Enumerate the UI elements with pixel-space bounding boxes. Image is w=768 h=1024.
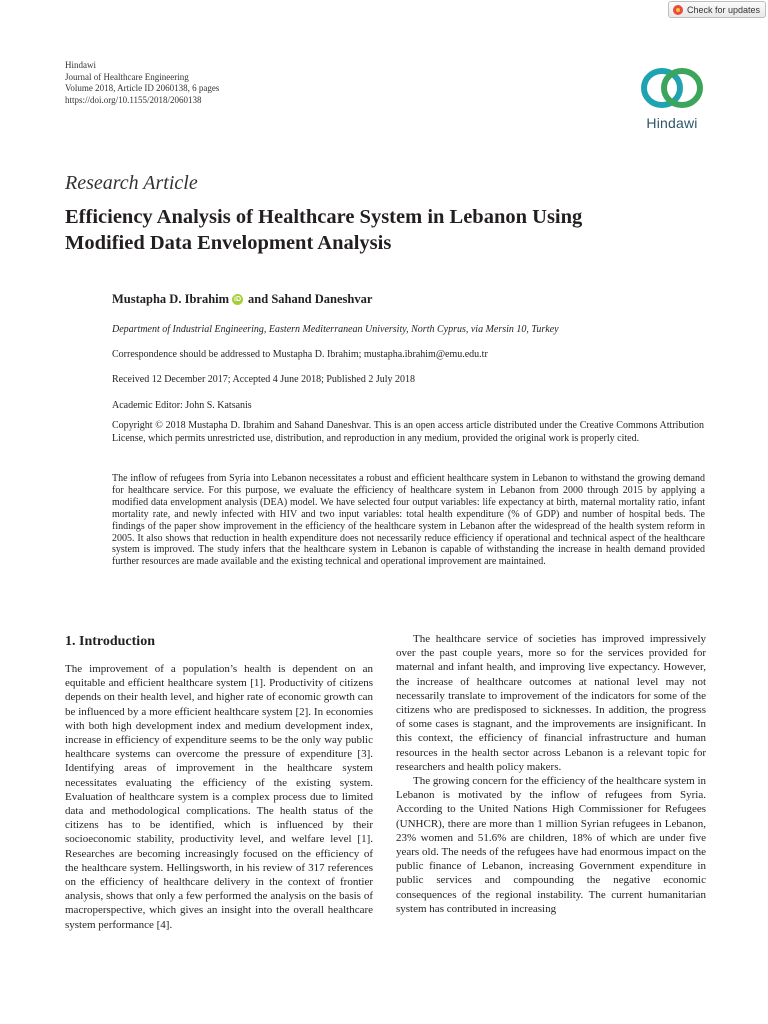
- check-for-updates-button[interactable]: [668, 1, 766, 18]
- title-line-2: Modified Data Envelopment Analysis: [65, 232, 392, 254]
- copyright-notice: Copyright © 2018 Mustapha D. Ibrahim and Sahand Daneshvar. This is an open access article distributed under the Creative Commons Attribution License, which permits unrestricted use, distribution, and reproduction in any medium, provided the original work is properly cited.: [112, 420, 704, 444]
- academic-editor: Academic Editor: John S. Katsanis: [112, 400, 252, 411]
- intro-paragraph: The healthcare service of societies has improved impressively over the past couple years, more so for the services provided for maternal and infant health, and improving live expectancy. However, the increase of healthcare outcomes at national level may not necessarily translate to improvement of the indicators for some of the citizens who are predisposed to sicknesses. In addition, the progress of some cases is stagnant, and the improvements are insignificant. In this context, the efficiency of financial infrastructure and human resources in the health sector across Lebanon is a relevant topic for researchers and health policy makers.: [396, 633, 706, 773]
- abstract: The inflow of refugees from Syria into Lebanon necessitates a robust and efficient healthcare system in Lebanon to withstand the growing demand for healthcare service. For this purpose, we evaluate the efficiency of healthcare system in Lebanon from 2000 through 2015 by applying a modified data envelopment analysis (DEA) model. We have selected four output variables: life expectancy at birth, maternal mortality ratio, infant mortality rate, and newly infected with HIV and two input variables: total health expenditure (% of GDP) and number of hospital beds. The findings of the paper show improvement in the efficiency of the healthcare system in Lebanon after the widespread of the health system reform in 2005. It also shows that reduction in health expenditure does not necessarily reduce efficiency if operational and technical aspect of the healthcare system is improved. The study infers that the healthcare system in Lebanon is capable of withstanding the increase in health demand provided further resources are made available and the existing technical and operational improvement are maintained.: [112, 473, 705, 568]
- orcid-icon[interactable]: iD: [234, 296, 242, 303]
- intro-right-column: [396, 632, 706, 916]
- hindawi-logo-text: Hindawi: [646, 115, 698, 131]
- intro-left-column: [65, 662, 373, 932]
- publication-dates: Received 12 December 2017; Accepted 4 June 2018; Published 2 July 2018: [112, 374, 415, 385]
- affiliation: Department of Industrial Engineering, Eastern Mediterranean University, North Cyprus, via Mersin 10, Turkey: [112, 324, 559, 335]
- publisher-name: Hindawi: [65, 60, 96, 70]
- author-1: Mustapha D. Ibrahim: [112, 292, 230, 306]
- doi-link[interactable]: https://doi.org/10.1155/2018/2060138: [65, 94, 202, 105]
- journal-name: Journal of Healthcare Engineering: [65, 71, 189, 82]
- crossmark-icon: [673, 5, 683, 15]
- author-2: and Sahand Daneshvar: [248, 292, 373, 306]
- check-for-updates-label: Check for updates: [687, 4, 761, 15]
- title-line-1: Efficiency Analysis of Healthcare System in Lebanon Using: [65, 206, 583, 228]
- section-heading: 1. Introduction: [65, 634, 155, 649]
- volume-info: Volume 2018, Article ID 2060138, 6 pages: [65, 83, 220, 93]
- article-title: [65, 204, 705, 256]
- author-list: [112, 292, 372, 307]
- journal-header: [65, 60, 219, 106]
- correspondence: Correspondence should be addressed to Mustapha D. Ibrahim; mustapha.ibrahim@emu.edu.tr: [112, 349, 488, 360]
- article-type: Research Article: [65, 172, 198, 194]
- intro-paragraph: The growing concern for the efficiency of the healthcare system in Lebanon is motivated by the inflow of refugees from Syria. According to the United Nations High Commissioner for Refugees (UNHCR), there are more than 1 million Syrian refugees in Lebanon, 23% women and 51.6% are children, 18% of which are under five years old. The needs of the refugees have had enormous impact on the public finance of Lebanon, increasing Government expenditure in public services and compounding the negative economic consequences of the regional instability. The current humanitarian system has contributed in increasing: [396, 775, 707, 915]
- intro-paragraph: The improvement of a population’s health is dependent on an equitable and efficient healthcare system [1]. Productivity of citizens depends on their health level, and higher rate of economic growth can be influenced by a more efficient healthcare system [2]. In economies with both high development index and medium development index, increase in efficiency of expenditure seems to be the only way public healthcare systems can overcome the pressure of expenditure [3]. Identifying areas of improvement in the healthcare system necessitates evaluating the efficiency of the existing system. Evaluation of healthcare system is a complex process due to limited data and methodological complications. The health status of the citizens has to be identified, which is influenced by their socioeconomic stability, productivity level, and welfare level [1]. Researches are becoming increasingly focused on the efficiency of the healthcare system. Hellingsworth, in his review of 317 references on the efficiency of healthcare delivery in the context of frontier analysis, shows that only a few performed the analysis on the basis of macroperspective, which gives an insight into the overall healthcare system performance [4].: [65, 663, 373, 931]
